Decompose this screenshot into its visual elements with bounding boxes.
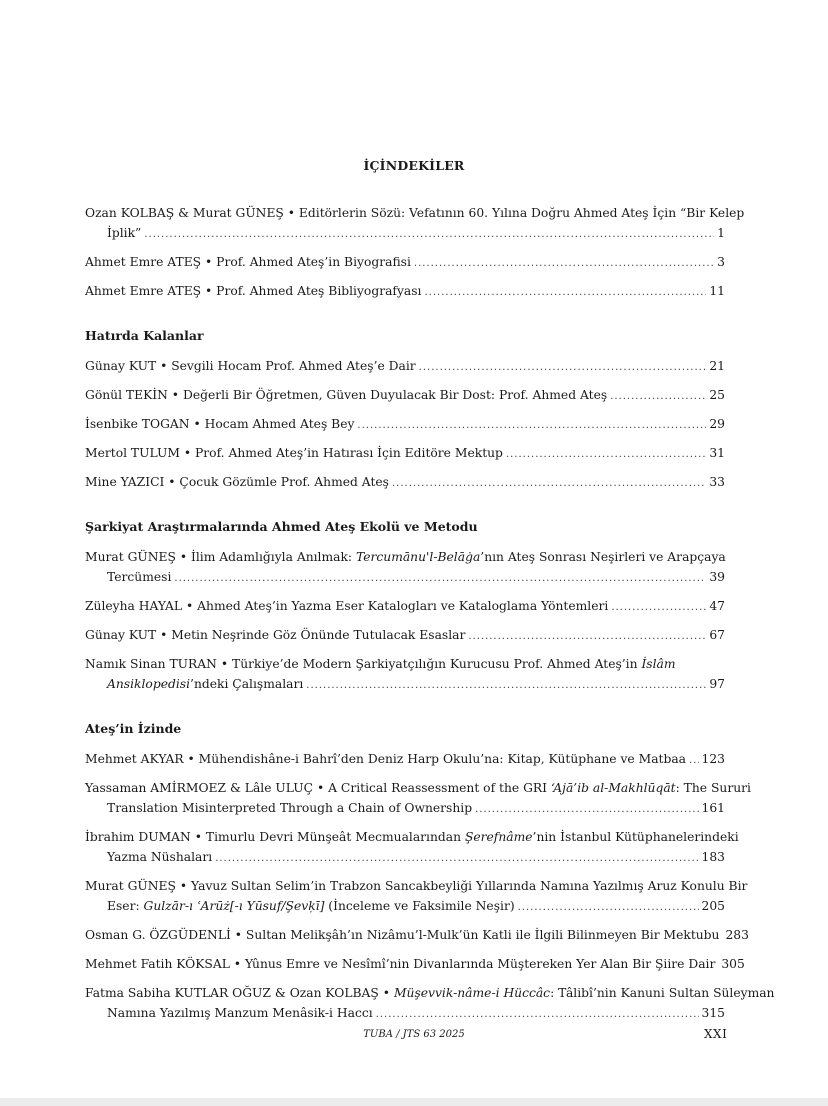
- toc-entry-first-line: Namık Sinan TURAN • Türkiye’de Modern Şarkiyatçılığın Kurucusu Prof. Ahmed Ateş’in İslâm: [85, 657, 676, 671]
- toc-entry-last-line: [107, 223, 725, 245]
- dot-leader: [376, 1005, 699, 1025]
- dot-leader: [306, 676, 706, 696]
- toc-entry[interactable]: [85, 925, 749, 947]
- toc-entry-text: Eser: Gulzār-ı ʿArūż[-ı Yūsuf/Şevḳī] (İnceleme ve Faksimile Neşir): [107, 899, 515, 913]
- toc-entry-text: İplik”: [107, 226, 142, 240]
- toc-entry[interactable]: [85, 356, 725, 378]
- toc-entry[interactable]: [85, 827, 739, 869]
- footer-journal: TUBA / JTS 63 2025: [363, 1029, 465, 1040]
- toc-entry-first-line: İbrahim DUMAN • Timurlu Devri Münşeât Mecmualarından Şerefnâme’nin İstanbul Kütüphanelerindeki: [85, 830, 739, 844]
- toc-page-number: 315: [701, 1006, 725, 1020]
- dot-leader: [392, 474, 706, 494]
- toc-entry-last-line: [107, 1003, 725, 1025]
- dot-leader: [689, 751, 699, 771]
- toc-entry-last-line: [107, 847, 725, 869]
- toc-page-number: 47: [709, 599, 725, 613]
- toc-entry[interactable]: [85, 252, 725, 274]
- dot-leader: [357, 416, 706, 436]
- dot-leader: [506, 445, 706, 465]
- toc-page-number: 183: [701, 850, 725, 864]
- toc-entry[interactable]: [85, 876, 748, 918]
- toc-entry-first-line: Fatma Sabiha KUTLAR OĞUZ & Ozan KOLBAŞ • Müşevvik-nâme-i Hüccâc: Tâlibî’nin Kanuni Sultan Süleyman: [85, 986, 775, 1000]
- dot-leader: [611, 598, 706, 618]
- toc-entry-first-line: Murat GÜNEŞ • Yavuz Sultan Selim’in Trabzon Sancakbeyliği Yıllarında Namına Yazılmış Aruz Konulu Bir: [85, 879, 748, 893]
- toc-page-number: 161: [701, 801, 725, 815]
- dot-leader: [414, 254, 714, 274]
- toc-entry[interactable]: [85, 749, 725, 771]
- toc-entry[interactable]: [85, 414, 725, 436]
- toc-page-number: 29: [709, 417, 725, 431]
- toc-entry[interactable]: [85, 385, 725, 407]
- table-of-contents: [85, 203, 775, 1032]
- toc-entry-text: Osman G. ÖZGÜDENLİ • Sultan Melikşâh’ın Nizâmu’l-Mulk’ün Katli ile İlgili Bilinmeyen Bir Mektubu: [85, 928, 720, 942]
- toc-entry[interactable]: [85, 281, 725, 303]
- toc-page-number: 33: [709, 475, 725, 489]
- section-heading: Ateş’in İzinde: [85, 721, 182, 736]
- footer-page-number: XXI: [704, 1027, 728, 1041]
- toc-entry-text: Tercümesi: [107, 570, 172, 584]
- toc-entry[interactable]: [85, 443, 725, 465]
- toc-entry-first-line: Yassaman AMİRMOEZ & Lâle ULUÇ • A Critical Reassessment of the GRI ‘Ajā’ib al-Makhlūqāt: The Sururi: [85, 781, 751, 795]
- toc-page-number: 283: [725, 928, 749, 942]
- toc-entry[interactable]: [85, 472, 725, 494]
- toc-page-number: 31: [709, 446, 725, 460]
- toc-page-number: 3: [717, 255, 725, 269]
- toc-entry-text: Ansiklopedisi’ndeki Çalışmaları: [107, 677, 304, 691]
- toc-entry-text: Mehmet Fatih KÖKSAL • Yûnus Emre ve Nesîmî’nin Divanlarında Müştereken Yer Alan Bir Şiire Dair: [85, 957, 716, 971]
- toc-entry[interactable]: [85, 596, 725, 618]
- toc-entry[interactable]: [85, 547, 725, 589]
- toc-page-number: 11: [709, 284, 725, 298]
- dot-leader: [144, 225, 714, 245]
- toc-entry-text: İsenbike TOGAN • Hocam Ahmed Ateş Bey: [85, 417, 355, 431]
- toc-page-number: 97: [709, 677, 725, 691]
- toc-page-number: 123: [701, 752, 725, 766]
- dot-leader: [468, 627, 706, 647]
- page-title: İÇİNDEKİLER: [363, 158, 465, 173]
- dot-leader: [475, 800, 698, 820]
- dot-leader: [174, 569, 706, 589]
- section-heading: Şarkiyat Araştırmalarında Ahmed Ateş Ekolü ve Metodu: [85, 519, 478, 534]
- toc-entry-text: Mine YAZICI • Çocuk Gözümle Prof. Ahmed Ateş: [85, 475, 389, 489]
- dot-leader: [610, 387, 706, 407]
- toc-entry-text: Mehmet AKYAR • Mühendishâne-i Bahrî’den Deniz Harp Okulu’na: Kitap, Kütüphane ve Matbaa: [85, 752, 687, 766]
- dot-leader: [425, 283, 707, 303]
- toc-entry-text: Mertol TULUM • Prof. Ahmed Ateş’in Hatırası İçin Editöre Mektup: [85, 446, 503, 460]
- toc-entry-text: Namına Yazılmış Manzum Menâsik-i Haccı: [107, 1006, 373, 1020]
- toc-page-number: 25: [709, 388, 725, 402]
- toc-entry[interactable]: [85, 203, 745, 245]
- toc-entry[interactable]: [85, 654, 725, 696]
- toc-entry-text: Yazma Nüshaları: [107, 850, 213, 864]
- toc-entry[interactable]: [85, 954, 745, 976]
- toc-entry[interactable]: [85, 778, 751, 820]
- toc-page-number: 1: [717, 226, 725, 240]
- dot-leader: [518, 898, 699, 918]
- toc-entry-last-line: [107, 798, 725, 820]
- toc-entry-text: Züleyha HAYAL • Ahmed Ateş’in Yazma Eser Katalogları ve Kataloglama Yöntemleri: [85, 599, 609, 613]
- toc-entry[interactable]: [85, 625, 725, 647]
- toc-page-number: 39: [709, 570, 725, 584]
- toc-page-number: 67: [709, 628, 725, 642]
- toc-entry-first-line: Ozan KOLBAŞ & Murat GÜNEŞ • Editörlerin Sözü: Vefatının 60. Yılına Doğru Ahmed Ateş İçin “Bir Kelep: [85, 206, 745, 220]
- dot-leader: [215, 849, 698, 869]
- toc-entry-text: Ahmet Emre ATEŞ • Prof. Ahmed Ateş’in Biyografisi: [85, 255, 411, 269]
- toc-page-number: 305: [721, 957, 745, 971]
- toc-entry-text: Translation Misinterpreted Through a Chain of Ownership: [107, 801, 473, 815]
- toc-entry-text: Gönül TEKİN • Değerli Bir Öğretmen, Güven Duyulacak Bir Dost: Prof. Ahmed Ateş: [85, 388, 608, 402]
- toc-entry-first-line: Murat GÜNEŞ • İlim Adamlığıyla Anılmak: Tercumānu'l-Belāġa’nın Ateş Sonrası Neşirleri ve Arapçaya: [85, 550, 726, 564]
- toc-page-number: 205: [701, 899, 725, 913]
- toc-entry-last-line: [107, 674, 725, 696]
- page-bottom-edge: [0, 1098, 828, 1106]
- toc-entry-text: Günay KUT • Metin Neşrinde Göz Önünde Tutulacak Esaslar: [85, 628, 466, 642]
- toc-entry-text: Ahmet Emre ATEŞ • Prof. Ahmed Ateş Bibliyografyası: [85, 284, 422, 298]
- toc-entry-last-line: [107, 567, 725, 589]
- toc-page-number: 21: [709, 359, 725, 373]
- toc-entry-text: Günay KUT • Sevgili Hocam Prof. Ahmed Ateş’e Dair: [85, 359, 416, 373]
- dot-leader: [419, 358, 707, 378]
- toc-entry[interactable]: [85, 983, 775, 1025]
- toc-entry-last-line: [107, 896, 725, 918]
- section-heading: Hatırda Kalanlar: [85, 328, 204, 343]
